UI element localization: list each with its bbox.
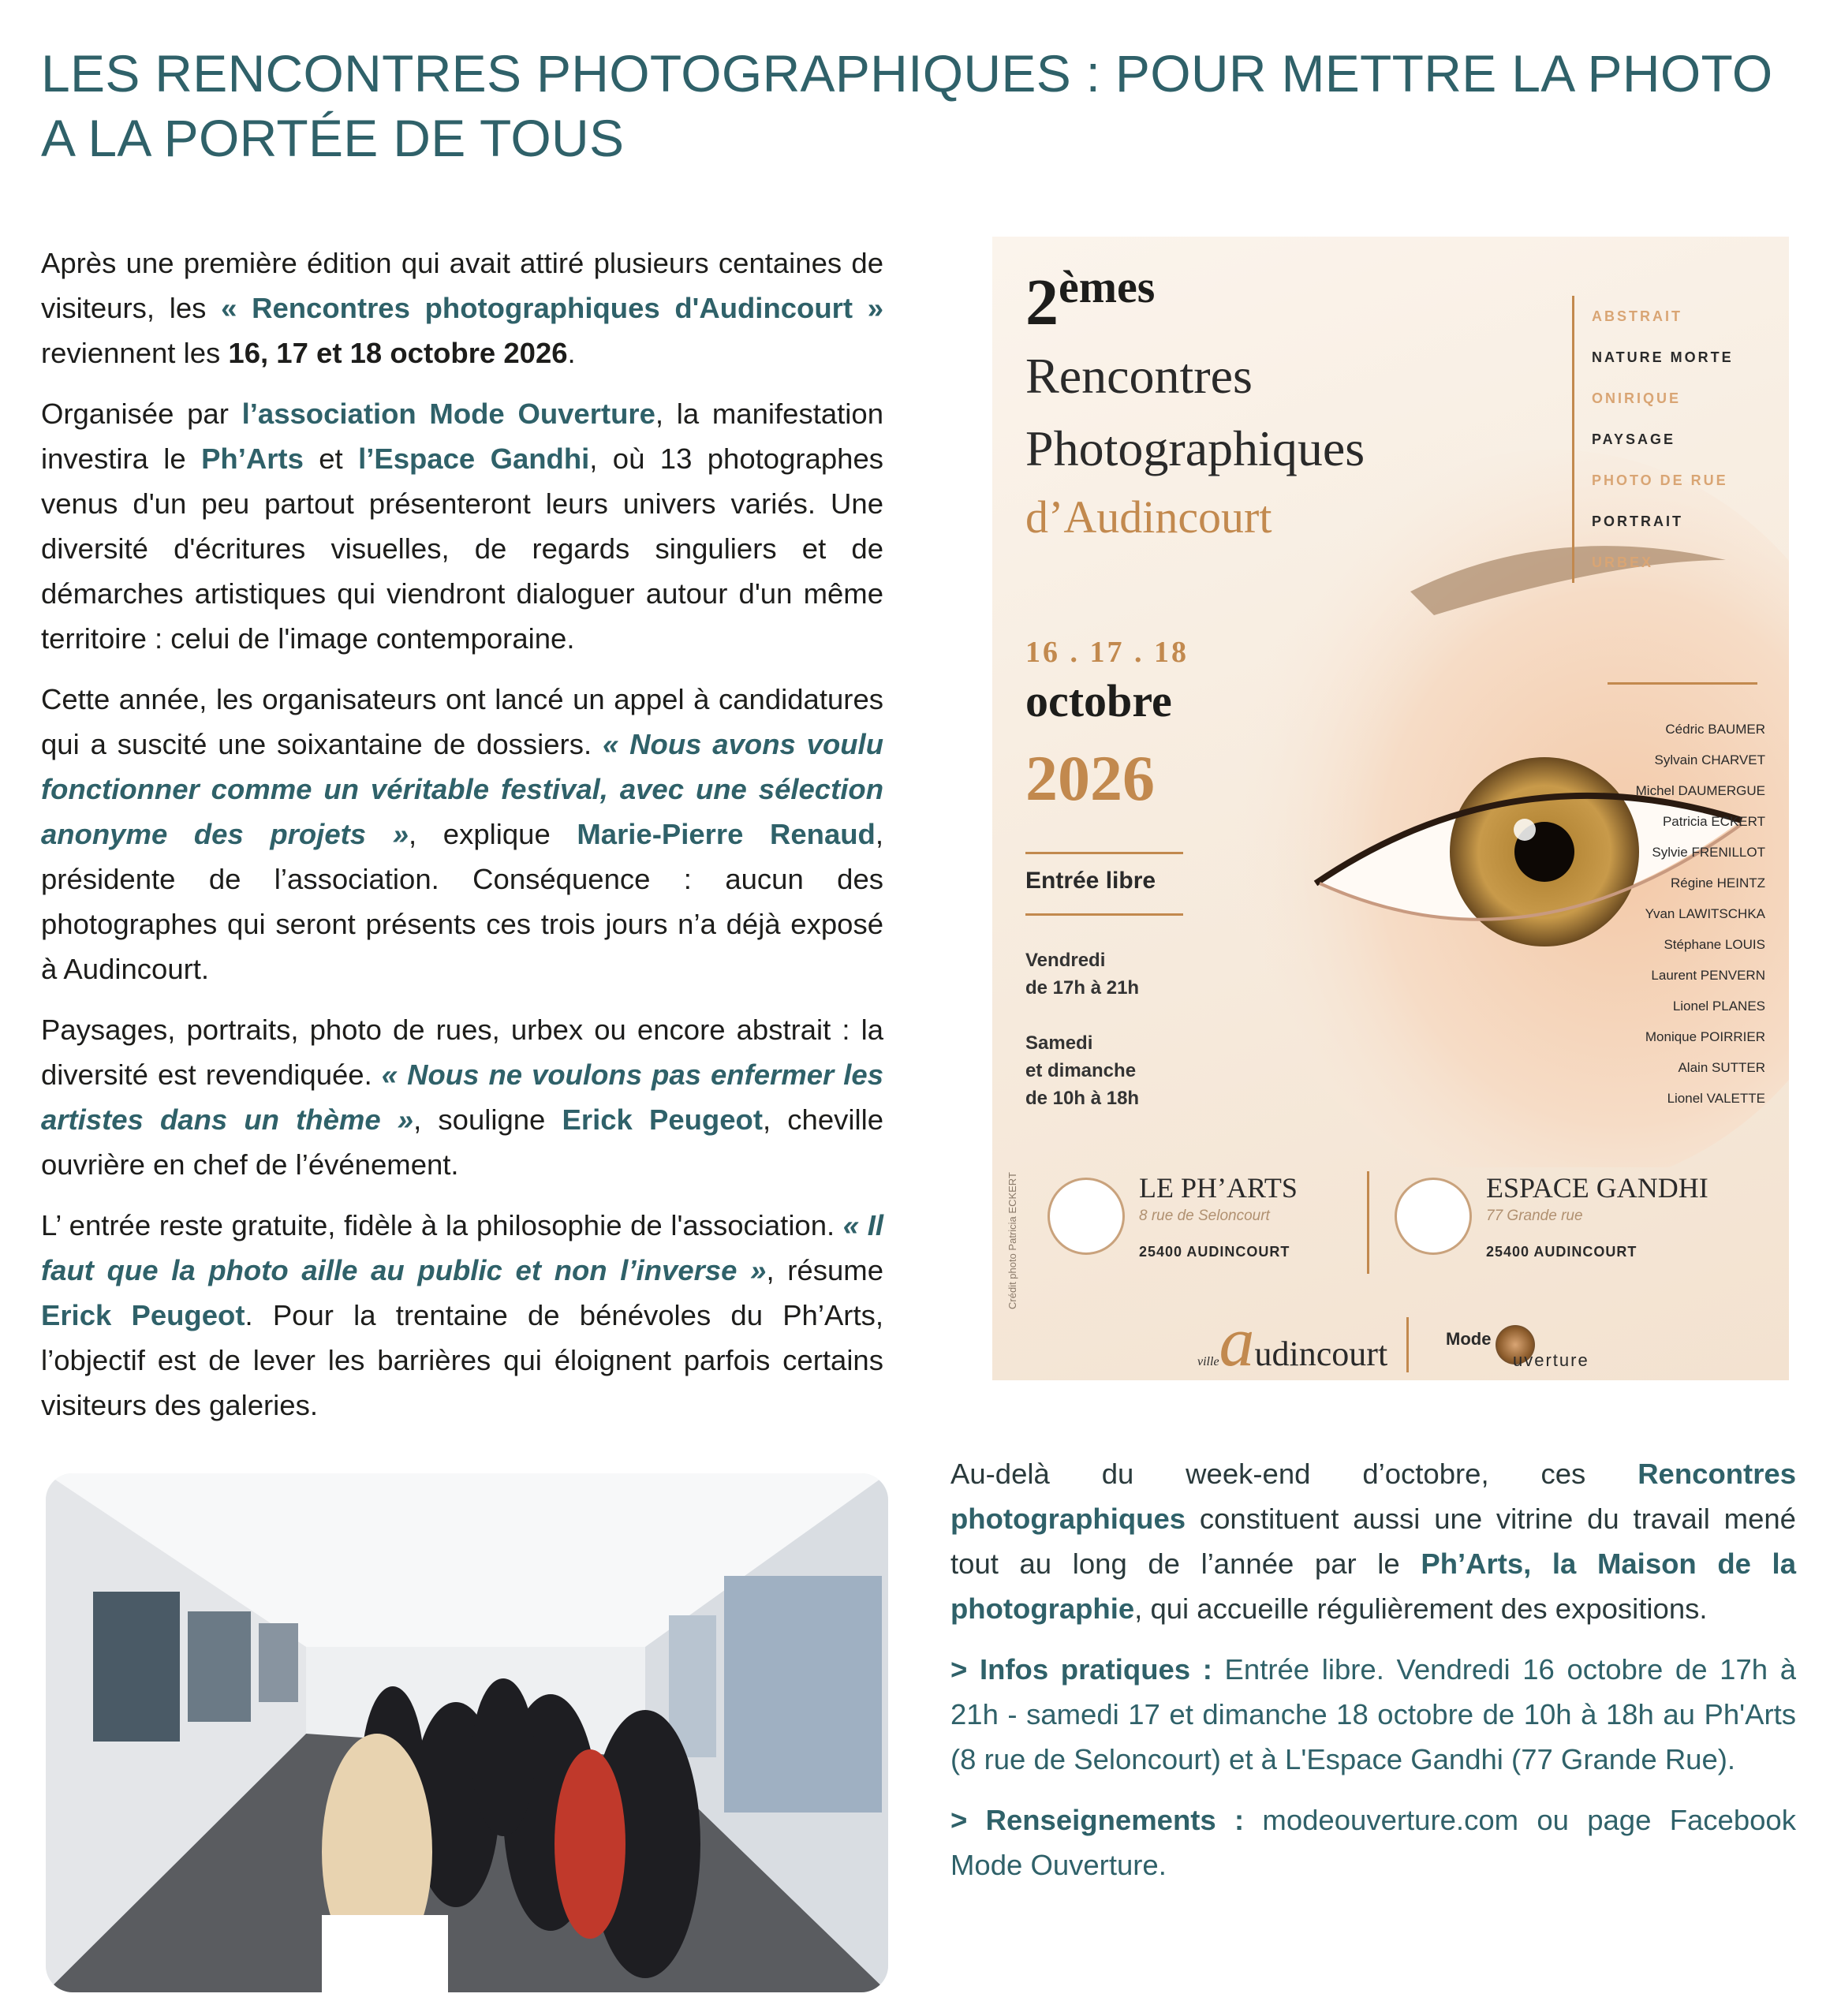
venue-address: 8 rue de Seloncourt — [1139, 1208, 1270, 1224]
text: , présidente de l’association. Conséquence : aucun des photographes qui seront présents ces trois jours n’a déjà exposé à Audincourt. — [41, 818, 883, 985]
text: et — [303, 442, 359, 475]
person-name: Erick Peugeot — [41, 1299, 245, 1331]
divider — [1406, 1317, 1409, 1372]
building-icon — [1047, 1178, 1125, 1255]
mode-ouverture-logo: Mode — [1446, 1329, 1492, 1349]
paragraph-5 — [41, 1203, 883, 1428]
organizer-name: l’association Mode Ouverture — [241, 398, 655, 430]
contact-label: > Renseignements : — [950, 1804, 1245, 1836]
person-name: Erick Peugeot — [562, 1103, 763, 1136]
text: . — [567, 337, 576, 369]
theme-item: PAYSAGE — [1592, 431, 1676, 447]
text: , cheville ouvrière en chef de l’événement. — [41, 1103, 883, 1181]
photographer-name: Lionel VALETTE — [1667, 1091, 1765, 1106]
text: , qui accueille régulièrement des expositions. — [1134, 1592, 1708, 1625]
building-icon — [1395, 1178, 1472, 1255]
poster-title-line2: Photographiques — [1025, 420, 1365, 476]
theme-item: PORTRAIT — [1592, 513, 1683, 529]
gallery-photo — [46, 1473, 888, 1992]
theme-item: ABSTRAIT — [1592, 308, 1682, 324]
photographer-name: Alain SUTTER — [1678, 1060, 1765, 1075]
text: Organisée par — [41, 398, 242, 430]
quote: « Nous ne voulons pas enfermer les artistes dans un thème » — [41, 1058, 883, 1136]
left-column — [41, 241, 883, 1443]
theme-item: URBEX — [1592, 554, 1654, 570]
photographer-name: Lionel PLANES — [1672, 999, 1765, 1014]
theme-item: PHOTO DE RUE — [1592, 472, 1728, 488]
photographer-name: Cédric BAUMER — [1665, 722, 1765, 737]
event-dates: 16, 17 et 18 octobre 2026 — [228, 337, 568, 369]
divider — [1025, 913, 1183, 916]
photographer-name: Patricia ECKERT — [1662, 814, 1765, 829]
text: , la manifestation investira le — [41, 398, 883, 475]
poster-title-line3: d’Audincourt — [1025, 491, 1272, 543]
photographer-name: Régine HEINTZ — [1671, 875, 1765, 890]
photographer-name: Michel DAUMERGUE — [1635, 783, 1765, 798]
text: , résume — [766, 1254, 883, 1286]
event-name: Rencontres photographiques — [950, 1458, 1796, 1535]
audincourt-logo: villeaudincourt — [1197, 1303, 1388, 1380]
divider — [1608, 682, 1757, 685]
text: , explique — [409, 818, 577, 850]
text: , où 13 photographes venus d'un peu partout présenteront leurs univers variés. Une diversité d'écritures visuelles, de regards singuliers et de démarches artistiques qui viendront dialoguer autour d'un même territoire : celui de l'image contemporaine. — [41, 442, 883, 655]
text: Paysages, portraits, photo de rues, urbex ou encore abstrait : la diversité est revendiquée. — [41, 1014, 883, 1091]
event-poster — [992, 237, 1789, 1380]
contact-info — [950, 1798, 1796, 1887]
theme-item: ONIRIQUE — [1592, 390, 1682, 406]
paragraph-1 — [41, 241, 883, 375]
gallery-visitors-illustration — [46, 1473, 888, 1992]
practical-info — [950, 1647, 1796, 1782]
poster-month: octobre — [1025, 675, 1172, 726]
photographer-name: Sylvain CHARVET — [1654, 752, 1765, 767]
venue-address: 77 Grande rue — [1486, 1208, 1583, 1224]
info-label: > Infos pratiques : — [950, 1653, 1212, 1686]
event-name: « Rencontres photographiques d'Audincourt » — [221, 292, 884, 324]
photographer-name: Stéphane LOUIS — [1664, 937, 1765, 952]
poster-year: 2026 — [1025, 742, 1155, 814]
photographer-name: Sylvie FRENILLOT — [1652, 845, 1765, 860]
quote: « Il faut que la photo aille au public et non l’inverse » — [41, 1209, 883, 1286]
text: Au-delà du week-end d’octobre, ces — [950, 1458, 1638, 1490]
poster-entree: Entrée libre — [1025, 868, 1156, 894]
poster-dates: 16 . 17 . 18 — [1025, 636, 1189, 669]
text: Cette année, les organisateurs ont lancé un appel à candidatures qui a suscité une soixantaine de dossiers. — [41, 683, 883, 760]
paragraph-2 — [41, 391, 883, 661]
venue-city: 25400 AUDINCOURT — [1139, 1244, 1290, 1260]
quote: « Nous avons voulu fonctionner comme un véritable festival, avec une sélection anonyme des projets » — [41, 728, 883, 850]
venue-city: 25400 AUDINCOURT — [1486, 1244, 1637, 1260]
divider — [1025, 852, 1183, 854]
poster-themes — [1572, 296, 1757, 583]
poster-edition: 2èmes — [1025, 261, 1156, 339]
photographer-list — [1544, 714, 1765, 1114]
article-title: LES RENCONTRES PHOTOGRAPHIQUES : POUR METTRE LA PHOTO A LA PORTÉE DE TOUS — [41, 44, 1773, 167]
venue-name: Ph’Arts, la Maison de la photographie — [950, 1547, 1796, 1625]
paragraph-4 — [41, 1007, 883, 1187]
text: . Pour la trentaine de bénévoles du Ph’Arts, l’objectif est de lever les barrières qui éloignent parfois certains visiteurs des galeries. — [41, 1299, 883, 1421]
theme-item: NATURE MORTE — [1592, 349, 1734, 365]
text: Après une première édition qui avait attiré plusieurs centaines de visiteurs, les — [41, 247, 883, 324]
mode-ouverture-logo-text: uverture — [1513, 1350, 1589, 1370]
text: , souligne — [413, 1103, 562, 1136]
text: constituent aussi une vitrine du travail mené tout au long de l’année par le — [950, 1503, 1796, 1580]
venue-name: l’Espace Gandhi — [358, 442, 590, 475]
venue-name: LE PH’ARTS — [1139, 1172, 1298, 1204]
right-column — [950, 1451, 1796, 1903]
photographer-name: Laurent PENVERN — [1651, 968, 1765, 983]
text: L’ entrée reste gratuite, fidèle à la philosophie de l'association. — [41, 1209, 843, 1241]
text: reviennent les — [41, 337, 229, 369]
photo-credit: Crédit photo Patricia ECKERT — [1006, 1172, 1018, 1309]
paragraph-3 — [41, 677, 883, 991]
divider — [1367, 1171, 1369, 1274]
venue-name: Ph’Arts — [201, 442, 304, 475]
poster-title-line1: Rencontres — [1025, 348, 1253, 404]
person-name: Marie-Pierre Renaud — [577, 818, 876, 850]
poster-hours: Vendredi de 17h à 21h Samedi et dimanche de 10h à 18h — [1025, 950, 1140, 1109]
paragraph-6 — [950, 1451, 1796, 1631]
venue-name: ESPACE GANDHI — [1486, 1172, 1708, 1204]
photographer-name: Yvan LAWITSCHKA — [1645, 906, 1765, 921]
contact-text: modeouverture.com ou page Facebook Mode Ouverture. — [950, 1804, 1796, 1881]
photographer-name: Monique POIRRIER — [1645, 1029, 1765, 1044]
info-text: Entrée libre. Vendredi 16 octobre de 17h à 21h - samedi 17 et dimanche 18 octobre de 10h à 18h au Ph'Arts (8 rue de Seloncourt) et à L'Espace Gandhi (77 Grande Rue). — [950, 1653, 1796, 1775]
